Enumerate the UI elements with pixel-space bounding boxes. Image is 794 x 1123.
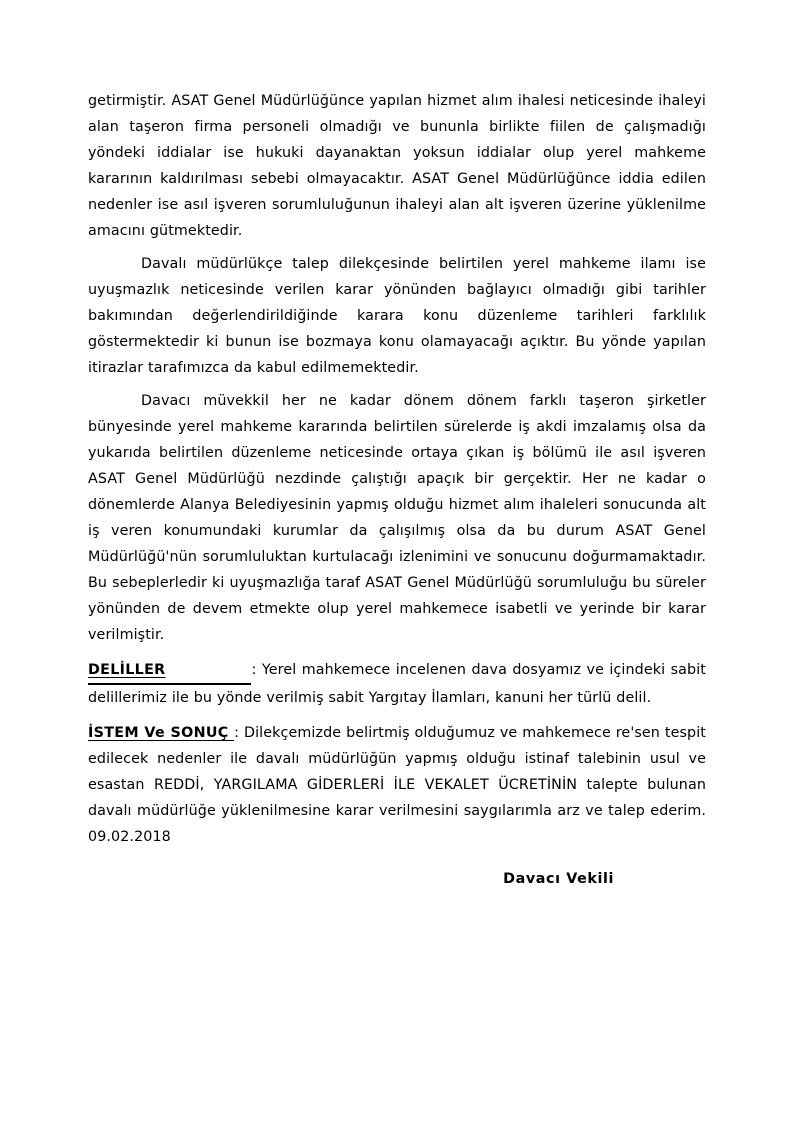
paragraph-2: Davalı müdürlükçe talep dilekçesinde belirtilen yerel mahkeme ilamı ise uyuşmazlık neticesinde verilen karar yönünden bağlayıcı olmadığı gibi tarihler bakımından değerlendirildiğinde karara konu düzenleme tarihleri farklılık göstermektedir ki bunun ise bozmaya konu olamayacağı açıktır. Bu yönde yapılan itirazlar tarafımızca da kabul edilmemektedir. [88,256,706,376]
paragraph-3: Davacı müvekkil her ne kadar dönem dönem farklı taşeron şirketler bünyesinde yerel mahkeme kararında belirtilen sürelerde iş akdi imzalamış olsa da yukarıda belirtilen düzenleme neticesinde ortaya çıkan iş bölümü ile asıl işveren ASAT Genel Müdürlüğü nezdinde çalıştığı apaçık bir gerçektir. Her ne kadar o dönemlerde Alanya Belediyesinin yapmış olduğu hizmet alım ihaleleri sonucunda alt iş veren konumundaki kurumlar da çalışılmış olsa da bu durum ASAT Genel Müdürlüğü'nün sorumluluktan kurtulacağı izlenimini ve sonucunu doğurmamaktadır. Bu sebeplerledir ki uyuşmazlığa taraf ASAT Genel Müdürlüğü sorumluluğu bu süreler yönünden de devem etmekte olup yerel mahkemece isabetli ve yerinde bir karar verilmiştir. [88,393,706,643]
request-text: Dilekçemizde belirtmiş olduğumuz ve mahkemece re'sen tespit edilecek nedenler ile davalı müdürlüğün yapmış olduğu istinaf talebinin usul ve esastan REDDİ, YARGILAMA GİDERLERİ İLE VEKALET ÜCRETİNİN talepte bulunan davalı müdürlüğe yüklenilmesine karar verilmesini saygılarımla arz ve talep ederim. 09.02.2018 [88,725,706,845]
evidence-section [88,657,706,711]
signature-label: Davacı Vekili [503,871,614,887]
request-separator: : [234,725,240,741]
section-spacer [88,648,706,657]
evidence-separator: : [251,662,257,678]
request-section [88,720,706,850]
signature-block [88,868,706,887]
document-body [88,88,706,887]
evidence-text: Yerel mahkemece incelenen dava dosyamız ve içindeki sabit delillerimiz ile bu yönde verilmiş sabit Yargıtay İlamları, kanuni her türlü delil. [88,662,706,706]
evidence-heading-label: DELİLLER [88,662,166,678]
evidence-heading [88,657,251,685]
request-heading-label: İSTEM Ve SONUÇ [88,725,235,741]
paragraph-1: getirmiştir. ASAT Genel Müdürlüğünce yapılan hizmet alım ihalesi neticesinde ihaleyi alan taşeron firma personeli olmadığı ve bununla birlikte fiilen de çalışmadığı yöndeki iddialar ise hukuki dayanaktan yoksun iddialar olup yerel mahkeme kararının kaldırılması sebebi olmayacaktır. ASAT Genel Müdürlüğünce iddia edilen nedenler ise asıl işveren sorumluluğunun ihaleyi alan alt işveren üzerine yüklenilme amacını gütmektedir. [88,93,706,239]
paragraph-spacer [88,244,706,251]
paragraph-spacer [88,381,706,388]
section-spacer [88,711,706,720]
